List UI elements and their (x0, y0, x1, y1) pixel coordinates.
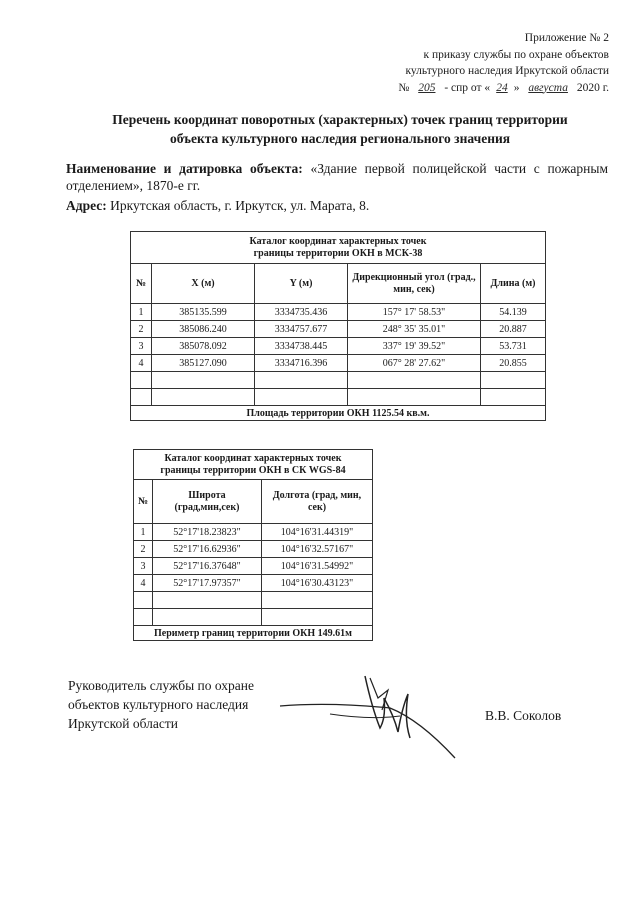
table-cell: 104°16'31.54992" (262, 558, 373, 575)
table-cell: 337° 19' 39.52" (348, 338, 481, 355)
table-cell: 52°17'18.23823" (153, 524, 262, 541)
table-row (131, 321, 546, 338)
address-label: Адрес: (66, 198, 107, 213)
table-cell: 3334757.677 (255, 321, 348, 338)
appendix-dept-line: культурного наследия Иркутской области (405, 65, 609, 77)
table-cell: 3334716.396 (255, 355, 348, 372)
table2-caption-line2: границы территории ОКН в СК WGS-84 (160, 464, 346, 476)
title-line-1: Перечень координат поворотных (характерных) точек границ территории (112, 112, 568, 127)
object-name-label: Наименование и датировка объекта: (66, 161, 303, 176)
table-row (134, 524, 373, 541)
table1-header-y: Y (м) (255, 264, 348, 304)
table2-header-lon: Долгота (град, мин, сек) (262, 480, 373, 524)
wgs84-coordinates-table (133, 449, 373, 641)
table-cell: 067° 28' 27.62" (348, 355, 481, 372)
table1-caption (131, 232, 546, 264)
table2-header-num: № (134, 480, 153, 524)
object-address (66, 197, 608, 214)
table-cell: 385135.599 (152, 304, 255, 321)
table-cell: 3 (134, 558, 153, 575)
appendix-title: Приложение № 2 (524, 32, 609, 44)
appendix-number-line: № 205 - спр от « 24 » августа 2020 г. (398, 81, 609, 94)
table-cell: 104°16'31.44319" (262, 524, 373, 541)
table-cell: 248° 35' 35.01" (348, 321, 481, 338)
table-cell: 20.855 (481, 355, 546, 372)
table-row-empty (131, 372, 546, 389)
signatory-name: В.В. Соколов (485, 708, 562, 723)
address-value: Иркутская область, г. Иркутск, ул. Марата, 8. (110, 198, 370, 213)
table1-header-x: X (м) (152, 264, 255, 304)
handwritten-signature (270, 668, 470, 768)
table-cell: 1 (134, 524, 153, 541)
table-cell: 1 (131, 304, 152, 321)
table1-header-num: № (131, 264, 152, 304)
object-name (66, 160, 608, 194)
table-cell: 4 (134, 575, 153, 592)
table-row (134, 558, 373, 575)
table-cell: 4 (131, 355, 152, 372)
table-row (131, 304, 546, 321)
order-number: 205 (418, 81, 436, 94)
table1-header-angle: Дирекционный угол (град., мин, сек) (348, 264, 481, 304)
table-cell: 20.887 (481, 321, 546, 338)
object-name-value: «Здание первой полицейской части с пожарным отделением», 1870-е гг. (66, 161, 608, 193)
table-cell: 385127.090 (152, 355, 255, 372)
order-day: 24 (496, 81, 508, 94)
table-row (134, 575, 373, 592)
table-cell: 3334735.436 (255, 304, 348, 321)
table-cell: 53.731 (481, 338, 546, 355)
table-cell: 54.139 (481, 304, 546, 321)
table1-caption-line2: границы территории ОКН в МСК-38 (253, 247, 423, 259)
table-cell: 52°17'16.37648" (153, 558, 262, 575)
table-row-empty (131, 389, 546, 406)
table-cell: 2 (131, 321, 152, 338)
title-line-2: объекта культурного наследия регионального значения (169, 131, 511, 146)
table-row (131, 338, 546, 355)
table2-perimeter-footer: Периметр границ территории ОКН 149.61м (134, 626, 373, 641)
table-cell: 104°16'32.57167" (262, 541, 373, 558)
order-month: августа (528, 81, 568, 94)
table-row-empty (134, 609, 373, 626)
table-row (131, 355, 546, 372)
document-title (60, 110, 620, 148)
order-year: 2020 г. (576, 81, 609, 94)
spr-text: - спр от « (444, 81, 491, 94)
number-prefix: № (398, 81, 410, 94)
table2-header-lat: Широта (град,мин,сек) (153, 480, 262, 524)
table-cell: 52°17'17.97357" (153, 575, 262, 592)
table-cell: 385086.240 (152, 321, 255, 338)
table-cell: 157° 17' 58.53" (348, 304, 481, 321)
table1-header-length: Длина (м) (481, 264, 546, 304)
table-cell: 3334738.445 (255, 338, 348, 355)
table-cell: 2 (134, 541, 153, 558)
appendix-order-line: к приказу службы по охране объектов (423, 48, 609, 61)
table-row-empty (134, 592, 373, 609)
signatory-line-3: Иркутской области (68, 716, 179, 731)
table-row (134, 541, 373, 558)
appendix-header (398, 30, 609, 96)
signatory-title (68, 676, 254, 733)
table1-area-footer: Площадь территории ОКН 1125.54 кв.м. (131, 406, 546, 421)
signatory-line-2: объектов культурного наследия (68, 697, 249, 712)
table-cell: 52°17'16.62936" (153, 541, 262, 558)
table2-caption-line1: Каталог координат характерных точек (164, 452, 342, 464)
msk38-coordinates-table (130, 231, 546, 421)
signatory-line-1: Руководитель службы по охране (68, 678, 255, 693)
table1-caption-line1: Каталог координат характерных точек (249, 235, 427, 247)
table-cell: 104°16'30.43123" (262, 575, 373, 592)
table-cell: 385078.092 (152, 338, 255, 355)
table-cell: 3 (131, 338, 152, 355)
table2-caption (134, 450, 373, 480)
